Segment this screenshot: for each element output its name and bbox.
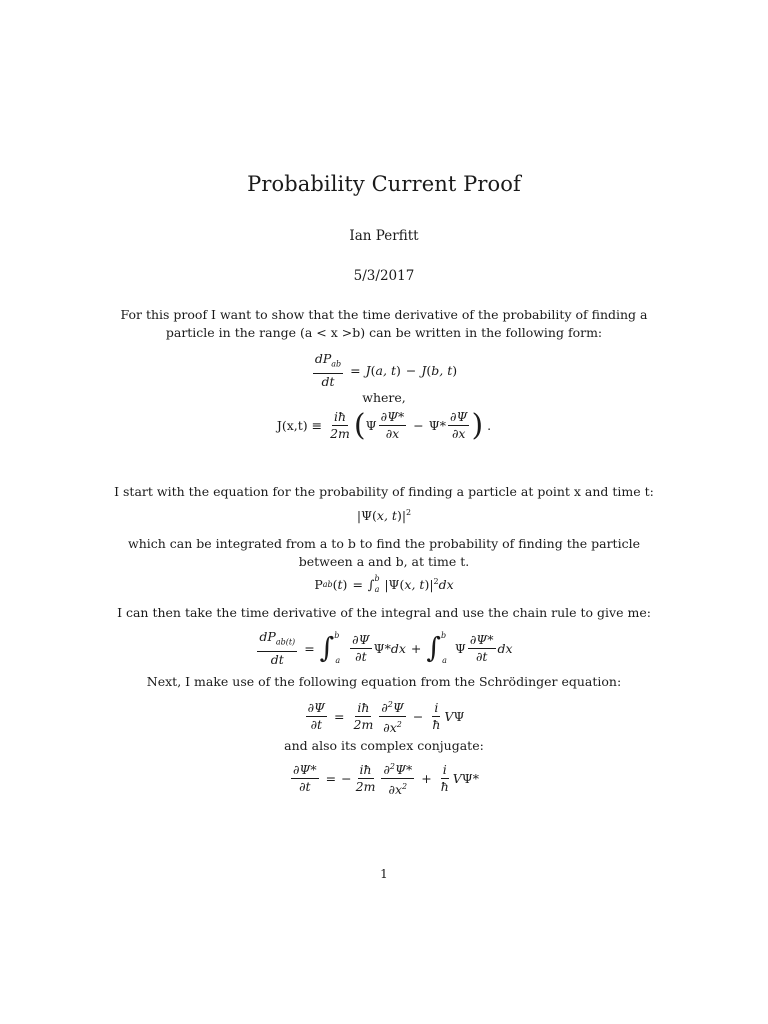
fraction-dpsistar-dx: $\frac{\partial\Psi*}{\partial x}$ [380,409,405,441]
equation-psi-squared: |Ψ(x, $t)|^2$ [356,508,412,524]
fraction-dpsi-dx: $\frac{\partial\Psi}{\partial x}$ [450,409,468,441]
conjugate-paragraph: and also its complex conjugate: [284,738,484,753]
intro-paragraph: For this proof I want to show that the time derivative of the probability of finding a particle in the range (a < x >b) can be written in the following form: [120,307,648,340]
fraction-dpsi-dt: $\frac{\partial\Psi}{\partial t}$ [352,631,370,664]
equation-conjugate: $\frac{\partial\Psi*}{\partial t}$ = − $\frac{iħ}{2m}$ $\frac{\partial^2\Psi*}{\partial x^2}$ + $\frac{i}{ħ}$ VΨ* [292,762,480,798]
next-paragraph: Next, I make use of the following equation from the Schrödinger equation: [146,674,622,689]
chain-rule-paragraph: I can then take the time derivative of the integral and use the chain rule to give me: [117,605,651,620]
equation-pab: P ab ( t ) = ∫ b a |Ψ(x, $t)|^2dx$ [314,574,454,595]
fraction-dpab-dt: $\frac{dP_{ab}}{dt}$ [314,351,342,389]
start-paragraph: I start with the equation for the probability of finding a particle at point x and time t: [114,484,654,499]
page-title: Probability Current Proof [247,172,521,196]
document-date: 5/3/2017 [353,268,415,284]
fraction-dpsistar-dt: $\frac{\partial\Psi*}{\partial t}$ [469,631,494,664]
fraction-ihbar-2m: $\frac{iħ}{2m}$ [330,409,350,441]
equation-chain-rule: $\frac{dP_{ab(t)}}{dt}$ = ∫ b a $\frac{\partial\Psi}{\partial t}$ Ψ*dx + ∫ b a Ψ $\frac{\partial\Psi*}{\partial t}$ dx [259,629,513,667]
equation-schrodinger: $\frac{\partial\Psi}{\partial t}$ = $\frac{iħ}{2m}$ $\frac{\partial^2\Psi}{\partial x^2}$ − $\frac{i}{ħ}$ VΨ [307,700,465,736]
integrate-paragraph: which can be integrated from a to b to find the probability of finding the particle between a and b, at time t. [128,536,640,569]
page-number: 1 [380,867,388,881]
equation-probability-current: J(x,t) ≡ $\frac{iħ}{2m}$ ( Ψ $\frac{\partial\Psi*}{\partial x}$ − Ψ* $\frac{\partial\Psi}{\partial x}$ ) . [276,407,492,443]
equation-dpab-dt: $\frac{dP_{ab}}{dt}$ = J ( a, t ) − J ( b, t ) [314,351,458,389]
author-name: Ian Perfitt [349,228,419,244]
fraction-dpab-t-dt: $\frac{dP_{ab(t)}}{dt}$ [259,629,296,667]
where-label: where, [362,390,406,405]
jx-label: J(x,t) ≡ [276,418,323,433]
